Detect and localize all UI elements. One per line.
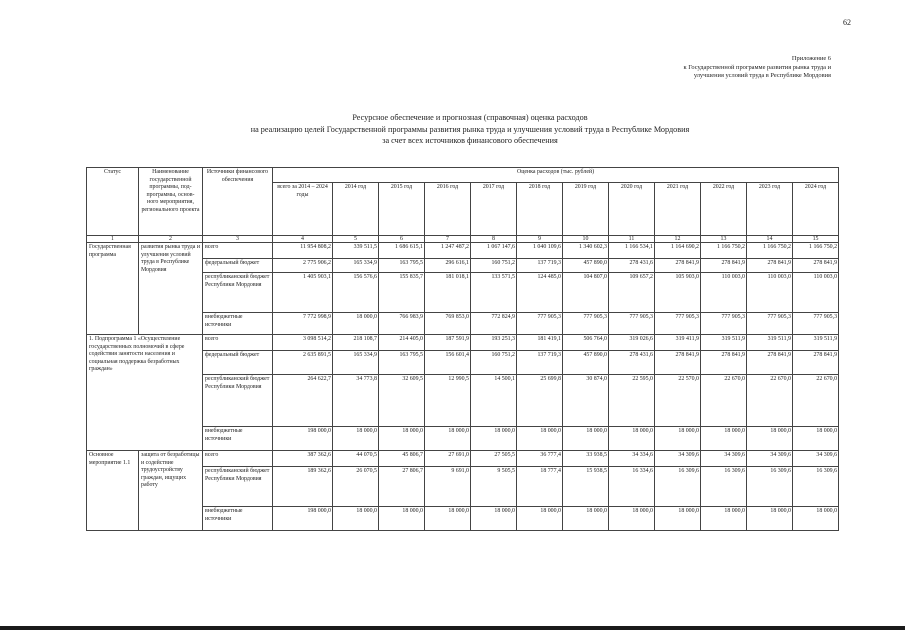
value-cell: 109 657,2 — [609, 273, 655, 313]
value-cell: 36 777,4 — [517, 451, 563, 467]
value-cell: 34 309,6 — [701, 451, 747, 467]
value-cell: 160 751,2 — [471, 351, 517, 375]
value-cell: 27 505,5 — [471, 451, 517, 467]
value-cell: 16 309,6 — [793, 467, 839, 507]
source-cell: всего — [203, 243, 273, 259]
value-cell: 319 511,9 — [793, 335, 839, 351]
header-year: 2015 год — [379, 183, 425, 236]
value-cell: 218 108,7 — [333, 335, 379, 351]
header-year: 2022 год — [701, 183, 747, 236]
table-row — [87, 451, 839, 467]
appendix-note — [571, 55, 831, 81]
page-bottom-border — [0, 626, 905, 630]
source-cell: внебюджетные источники — [203, 507, 273, 531]
source-cell: всего — [203, 451, 273, 467]
value-cell: 2 635 891,5 — [273, 351, 333, 375]
value-cell: 319 511,9 — [747, 335, 793, 351]
value-cell: 2 775 906,2 — [273, 259, 333, 273]
value-cell: 16 309,6 — [655, 467, 701, 507]
value-cell: 198 000,0 — [273, 427, 333, 451]
column-number: 3 — [203, 236, 273, 243]
value-cell: 193 251,3 — [471, 335, 517, 351]
value-cell: 1 166 750,2 — [747, 243, 793, 259]
value-cell: 14 500,1 — [471, 375, 517, 427]
value-cell: 165 334,9 — [333, 351, 379, 375]
value-cell: 30 874,0 — [563, 375, 609, 427]
value-cell: 22 670,0 — [747, 375, 793, 427]
value-cell: 18 000,0 — [471, 427, 517, 451]
value-cell: 137 719,3 — [517, 259, 563, 273]
status-cell: Государственная программа — [87, 243, 139, 335]
column-number: 14 — [747, 236, 793, 243]
value-cell: 18 000,0 — [471, 507, 517, 531]
header-year: 2023 год — [747, 183, 793, 236]
value-cell: 27 806,7 — [379, 467, 425, 507]
value-cell: 1 164 690,2 — [655, 243, 701, 259]
value-cell: 156 601,4 — [425, 351, 471, 375]
value-cell: 18 000,0 — [517, 427, 563, 451]
column-number: 11 — [609, 236, 655, 243]
value-cell: 769 853,0 — [425, 313, 471, 335]
value-cell: 18 000,0 — [655, 427, 701, 451]
column-number: 5 — [333, 236, 379, 243]
appendix-line: к Государственной программе развития рынка труда и — [683, 63, 831, 71]
value-cell: 22 670,0 — [701, 375, 747, 427]
value-cell: 766 983,9 — [379, 313, 425, 335]
value-cell: 160 751,2 — [471, 259, 517, 273]
header-year: 2019 год — [563, 183, 609, 236]
value-cell: 7 772 998,9 — [273, 313, 333, 335]
value-cell: 457 890,0 — [563, 351, 609, 375]
value-cell: 506 764,0 — [563, 335, 609, 351]
value-cell: 18 000,0 — [379, 507, 425, 531]
value-cell: 18 000,0 — [609, 427, 655, 451]
header-year: 2018 год — [517, 183, 563, 236]
value-cell: 163 795,5 — [379, 259, 425, 273]
value-cell: 18 000,0 — [379, 427, 425, 451]
value-cell: 18 000,0 — [747, 427, 793, 451]
value-cell: 777 905,3 — [609, 313, 655, 335]
title-line: Ресурсное обеспечение и прогнозная (справочная) оценка расходов — [352, 113, 588, 122]
title-line: за счет всех источников финансового обеспечения — [382, 136, 558, 145]
value-cell: 165 334,9 — [333, 259, 379, 273]
value-cell: 104 807,0 — [563, 273, 609, 313]
value-cell: 11 954 808,2 — [273, 243, 333, 259]
table-row — [87, 243, 839, 259]
source-cell: республиканский бюджет Республики Мордовия — [203, 273, 273, 313]
column-number: 2 — [139, 236, 203, 243]
value-cell: 18 000,0 — [655, 507, 701, 531]
header-year: 2014 год — [333, 183, 379, 236]
value-cell: 296 616,1 — [425, 259, 471, 273]
value-cell: 18 000,0 — [517, 507, 563, 531]
value-cell: 278 841,9 — [655, 351, 701, 375]
value-cell: 33 938,5 — [563, 451, 609, 467]
source-cell: федеральный бюджет — [203, 259, 273, 273]
value-cell: 18 000,0 — [609, 507, 655, 531]
value-cell: 278 841,9 — [701, 351, 747, 375]
value-cell: 18 777,4 — [517, 467, 563, 507]
value-cell: 1 166 750,2 — [701, 243, 747, 259]
value-cell: 18 000,0 — [425, 507, 471, 531]
value-cell: 32 609,5 — [379, 375, 425, 427]
value-cell: 18 000,0 — [333, 507, 379, 531]
value-cell: 278 841,9 — [701, 259, 747, 273]
value-cell: 16 309,6 — [747, 467, 793, 507]
table-row — [87, 335, 839, 351]
value-cell: 124 485,0 — [517, 273, 563, 313]
header-year: 2016 год — [425, 183, 471, 236]
title-line: на реализацию целей Государственной программы развития рынка труда и улучшения условий труда в Республике Мордовия — [250, 124, 690, 134]
value-cell: 18 000,0 — [563, 427, 609, 451]
value-cell: 25 699,8 — [517, 375, 563, 427]
value-cell: 1 067 147,6 — [471, 243, 517, 259]
appendix-line: улучшения условий труда в Республике Мордовия — [693, 72, 831, 80]
appendix-line: Приложение 6 — [791, 55, 831, 62]
column-number: 10 — [563, 236, 609, 243]
value-cell: 22 670,0 — [793, 375, 839, 427]
value-cell: 777 905,3 — [793, 313, 839, 335]
value-cell: 189 362,6 — [273, 467, 333, 507]
value-cell: 1 405 903,1 — [273, 273, 333, 313]
value-cell: 9 505,5 — [471, 467, 517, 507]
column-number: 6 — [379, 236, 425, 243]
value-cell: 22 595,0 — [609, 375, 655, 427]
value-cell: 278 431,6 — [609, 259, 655, 273]
column-number: 7 — [425, 236, 471, 243]
header-year: 2020 год — [609, 183, 655, 236]
name-cell: защита от безработицы и содействие трудоустройству граждан, ищущих работу — [139, 451, 203, 531]
value-cell: 187 591,9 — [425, 335, 471, 351]
value-cell: 1 247 487,2 — [425, 243, 471, 259]
value-cell: 34 309,6 — [747, 451, 793, 467]
value-cell: 278 841,9 — [793, 351, 839, 375]
value-cell: 155 835,7 — [379, 273, 425, 313]
value-cell: 12 990,5 — [425, 375, 471, 427]
header-name: Наименование государственной программы, под-программы, основ-ного мероприятия, регионального проекта — [139, 168, 203, 236]
value-cell: 278 431,6 — [609, 351, 655, 375]
value-cell: 18 000,0 — [701, 427, 747, 451]
value-cell: 18 000,0 — [333, 313, 379, 335]
value-cell: 1 340 602,3 — [563, 243, 609, 259]
value-cell: 319 026,6 — [609, 335, 655, 351]
value-cell: 137 719,3 — [517, 351, 563, 375]
source-cell: федеральный бюджет — [203, 351, 273, 375]
value-cell: 214 405,0 — [379, 335, 425, 351]
value-cell: 772 824,9 — [471, 313, 517, 335]
value-cell: 777 905,3 — [655, 313, 701, 335]
header-estimate: Оценка расходов (тыс. рублей) — [273, 168, 839, 183]
value-cell: 27 691,0 — [425, 451, 471, 467]
value-cell: 110 003,0 — [793, 273, 839, 313]
value-cell: 18 000,0 — [333, 427, 379, 451]
column-number: 13 — [701, 236, 747, 243]
value-cell: 133 571,5 — [471, 273, 517, 313]
value-cell: 1 040 109,6 — [517, 243, 563, 259]
value-cell: 457 890,0 — [563, 259, 609, 273]
source-cell: внебюджетные источники — [203, 427, 273, 451]
document-title — [90, 112, 850, 147]
page-number: 62 — [843, 18, 851, 27]
value-cell: 181 419,1 — [517, 335, 563, 351]
value-cell: 339 511,5 — [333, 243, 379, 259]
value-cell: 278 841,9 — [793, 259, 839, 273]
value-cell: 156 576,6 — [333, 273, 379, 313]
value-cell: 105 903,0 — [655, 273, 701, 313]
value-cell: 18 000,0 — [793, 507, 839, 531]
value-cell: 777 905,3 — [517, 313, 563, 335]
resource-table — [86, 167, 839, 531]
value-cell: 163 795,5 — [379, 351, 425, 375]
column-number: 9 — [517, 236, 563, 243]
name-cell: развития рынка труда и улучшения условий труда в Республике Мордовия — [139, 243, 203, 335]
value-cell: 319 411,9 — [655, 335, 701, 351]
header-status: Статус — [87, 168, 139, 236]
value-cell: 18 000,0 — [747, 507, 793, 531]
value-cell: 777 905,3 — [747, 313, 793, 335]
value-cell: 110 003,0 — [701, 273, 747, 313]
value-cell: 777 905,3 — [701, 313, 747, 335]
value-cell: 18 000,0 — [563, 507, 609, 531]
column-number: 12 — [655, 236, 701, 243]
header-year: 2024 год — [793, 183, 839, 236]
value-cell: 18 000,0 — [425, 427, 471, 451]
value-cell: 34 773,8 — [333, 375, 379, 427]
source-cell: республиканский бюджет Республики Мордовия — [203, 375, 273, 427]
value-cell: 16 309,6 — [701, 467, 747, 507]
value-cell: 34 334,6 — [609, 451, 655, 467]
value-cell: 319 511,9 — [701, 335, 747, 351]
value-cell: 34 309,6 — [655, 451, 701, 467]
value-cell: 18 000,0 — [793, 427, 839, 451]
header-year: 2017 год — [471, 183, 517, 236]
header-year: 2021 год — [655, 183, 701, 236]
value-cell: 22 570,0 — [655, 375, 701, 427]
status-cell: 1. Подпрограмма 1 «Осуществление государственных полномочий в сфере содействия занятости населения и социальная поддержка безработных граждан» — [87, 335, 203, 451]
value-cell: 278 841,9 — [747, 351, 793, 375]
value-cell: 1 166 750,2 — [793, 243, 839, 259]
value-cell: 16 334,6 — [609, 467, 655, 507]
value-cell: 198 000,0 — [273, 507, 333, 531]
column-number: 1 — [87, 236, 139, 243]
value-cell: 777 905,3 — [563, 313, 609, 335]
value-cell: 1 686 615,1 — [379, 243, 425, 259]
value-cell: 9 691,0 — [425, 467, 471, 507]
column-number: 4 — [273, 236, 333, 243]
value-cell: 18 000,0 — [701, 507, 747, 531]
value-cell: 387 362,6 — [273, 451, 333, 467]
value-cell: 44 070,5 — [333, 451, 379, 467]
value-cell: 110 003,0 — [747, 273, 793, 313]
value-cell: 34 309,6 — [793, 451, 839, 467]
value-cell: 264 622,7 — [273, 375, 333, 427]
value-cell: 181 018,1 — [425, 273, 471, 313]
value-cell: 45 806,7 — [379, 451, 425, 467]
header-source: Источники финансового обеспечения — [203, 168, 273, 236]
value-cell: 15 938,5 — [563, 467, 609, 507]
value-cell: 1 166 534,1 — [609, 243, 655, 259]
status-cell: Основное мероприятие 1.1 — [87, 451, 139, 531]
column-number: 15 — [793, 236, 839, 243]
source-cell: внебюджетные источники — [203, 313, 273, 335]
header-total: всего за 2014 – 2024 годы — [273, 183, 333, 236]
value-cell: 278 841,9 — [655, 259, 701, 273]
value-cell: 26 070,5 — [333, 467, 379, 507]
source-cell: республиканский бюджет Республики Мордовия — [203, 467, 273, 507]
source-cell: всего — [203, 335, 273, 351]
value-cell: 278 841,9 — [747, 259, 793, 273]
value-cell: 3 098 514,2 — [273, 335, 333, 351]
column-number: 8 — [471, 236, 517, 243]
